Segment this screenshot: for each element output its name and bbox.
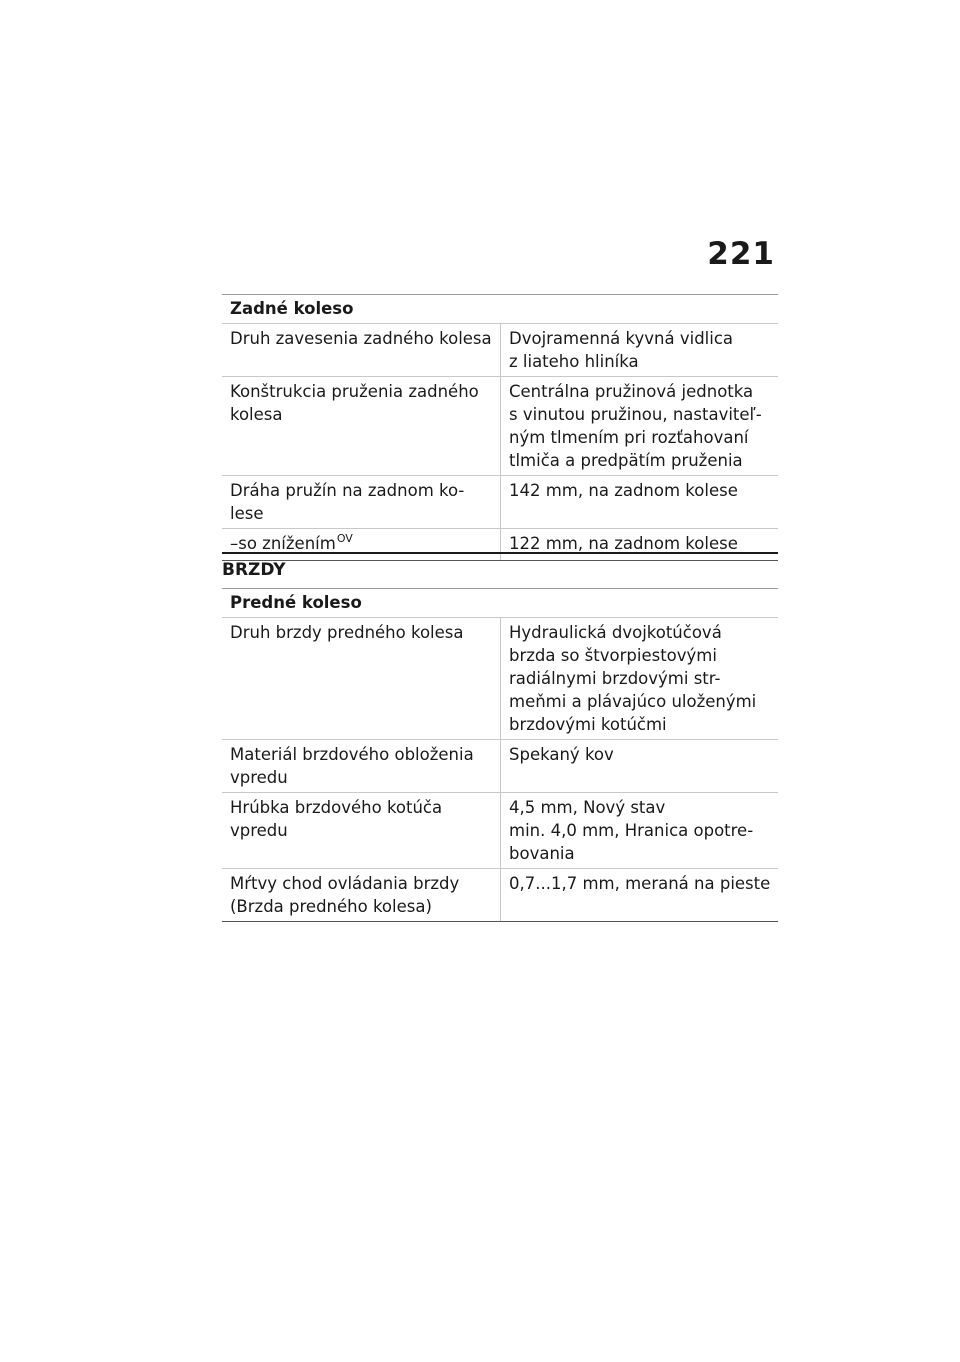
row-label: Konštrukcia pruženia zadného kolesa: [222, 377, 501, 475]
table-row: [222, 475, 778, 528]
row-label: Druh zavesenia zadného kolesa: [222, 324, 501, 376]
page-number: 221: [707, 236, 775, 272]
table-row: [222, 739, 778, 792]
rear-wheel-heading: Zadné koleso: [222, 294, 778, 323]
row-value: 4,5 mm, Nový stav min. 4,0 mm, Hranica opotre- bovania: [509, 798, 754, 863]
superscript-ov: OV: [336, 532, 353, 545]
row-label: Materiál brzdového obloženia vpredu: [222, 740, 501, 792]
row-value: Centrálna pružinová jednotka s vinutou pružinou, nastaviteľ- ným tlmením pri rozťahovaní tlmiča a predpätím pruženia: [509, 382, 762, 470]
table-row: [222, 617, 778, 739]
row-value: Spekaný kov: [509, 745, 614, 764]
row-value: 0,7...1,7 mm, meraná na pieste: [509, 874, 771, 893]
row-value: 142 mm, na zadnom kolese: [509, 481, 738, 500]
row-label-text: –so znížením: [230, 534, 336, 553]
row-label: Hrúbka brzdového kotúča vpredu: [222, 793, 501, 868]
row-value: Hydraulická dvojkotúčová brzda so štvorpiestovými radiálnymi brzdovými str- meňmi a plávajúco uloženými brzdovými kotúčmi: [509, 623, 757, 734]
table-row: [222, 323, 778, 376]
table-row: [222, 792, 778, 868]
section-heading-brakes: BRZDY: [222, 552, 778, 582]
row-label: Mŕtvy chod ovládania brzdy (Brzda predného kolesa): [222, 869, 501, 921]
row-value: 122 mm, na zadnom kolese: [509, 534, 738, 553]
row-label: Dráha pružín na zadnom ko- lese: [222, 476, 501, 528]
row-value: Dvojramenná kyvná vidlica z liateho hliníka: [509, 329, 734, 371]
front-brake-table: [222, 588, 778, 922]
table-row: [222, 376, 778, 475]
rear-wheel-table: [222, 294, 778, 561]
front-wheel-heading: Predné koleso: [222, 588, 778, 617]
table-row: [222, 868, 778, 922]
row-label: Druh brzdy predného kolesa: [222, 618, 501, 739]
